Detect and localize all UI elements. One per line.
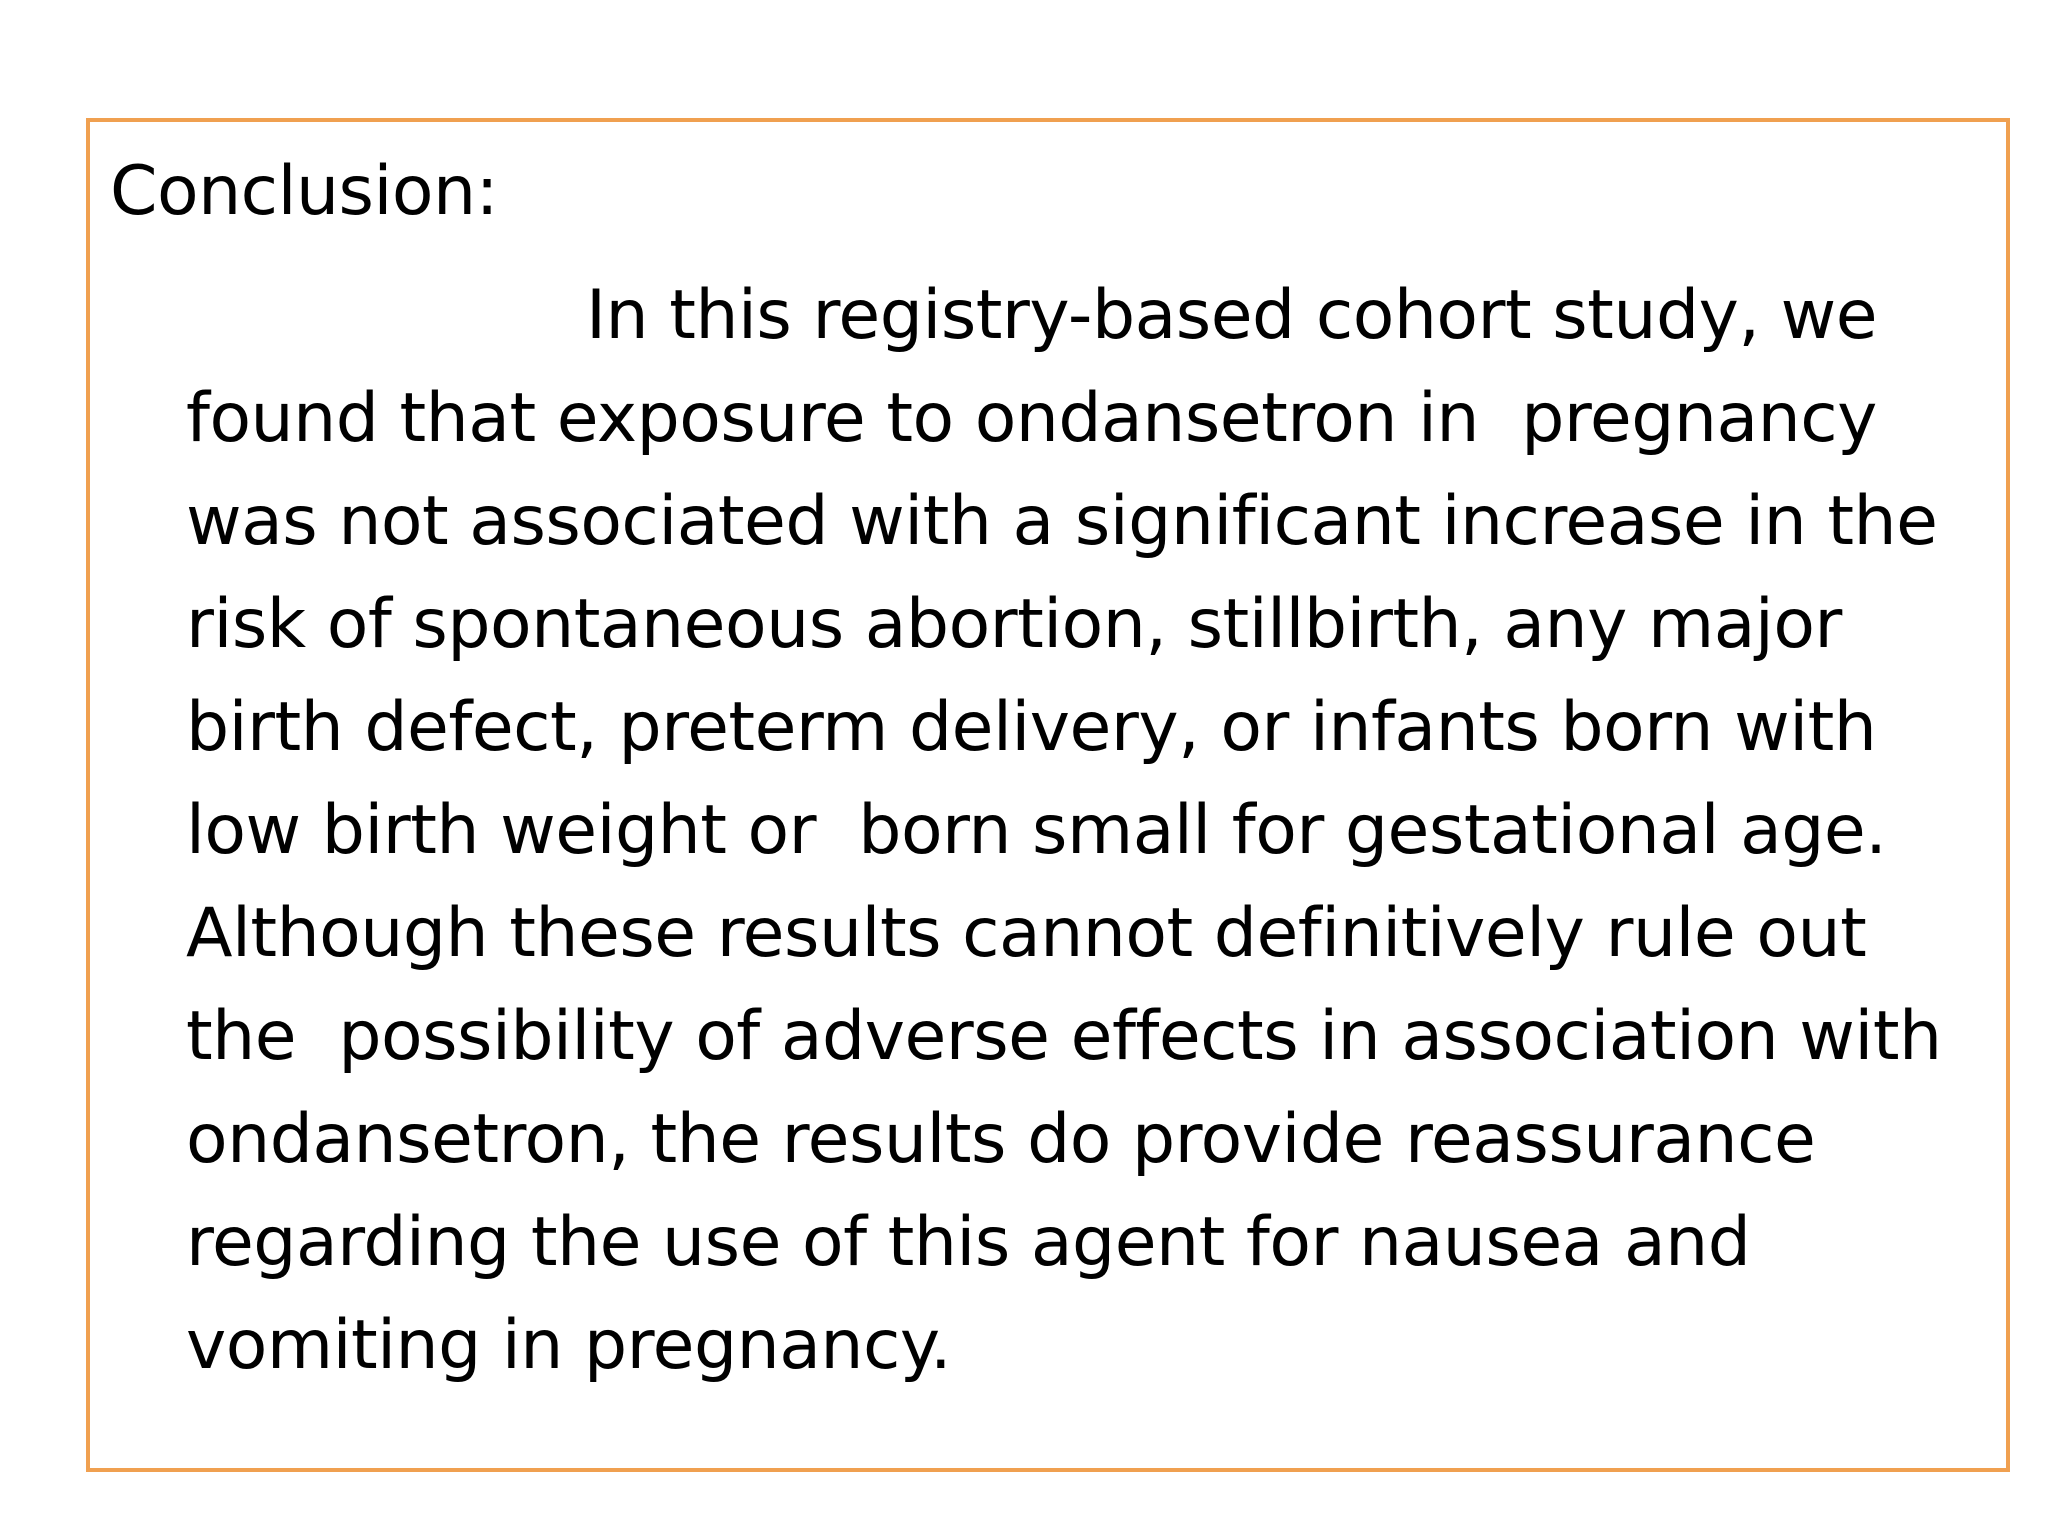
paragraph-line: low birth weight or born small for gestational age. [186, 791, 1887, 870]
paragraph-line: vomiting in pregnancy. [186, 1306, 952, 1385]
paragraph-line: regarding the use of this agent for nausea and [186, 1203, 1751, 1282]
conclusion-heading: Conclusion: [110, 152, 498, 231]
paragraph-line: found that exposure to ondansetron in pregnancy [186, 379, 1877, 458]
paragraph-line: was not associated with a significant increase in the [186, 482, 1938, 561]
conclusion-paragraph [186, 264, 1996, 1397]
paragraph-line: Although these results cannot definitively rule out [186, 894, 1867, 973]
paragraph-line: risk of spontaneous abortion, stillbirth, any major [186, 585, 1842, 664]
conclusion-box [86, 118, 2010, 1472]
paragraph-line: ondansetron, the results do provide reassurance [186, 1100, 1816, 1179]
paragraph-line: the possibility of adverse effects in association with [186, 997, 1942, 1076]
paragraph-line: In this registry-based cohort study, we [586, 276, 1878, 355]
paragraph-line: birth defect, preterm delivery, or infants born with [186, 688, 1877, 767]
